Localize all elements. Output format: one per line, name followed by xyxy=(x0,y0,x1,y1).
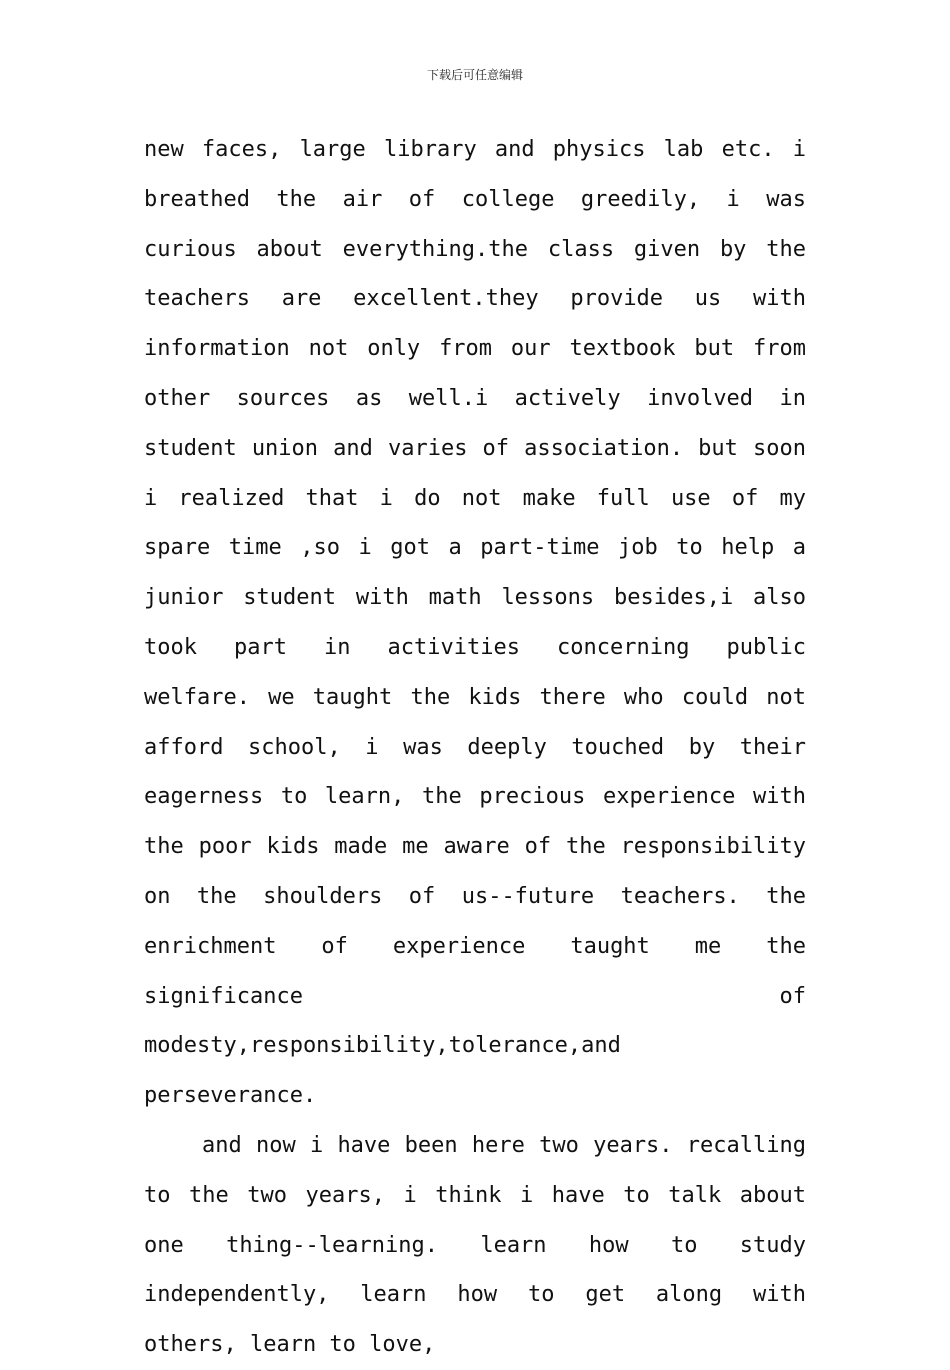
paragraph-continuation: new faces, large library and physics lab etc. i breathed the air of college greedily, i was curious about everything.the class given by the teachers are excellent.they provide us with information not only from our textbook but from other sources as well.i actively involved in student union and varies of association. but soon i realized that i do not make full use of my spare time ,so i got a part-time job to help a junior student with math lessons besides,i also took part in activities concerning public welfare. we taught the kids there who could not afford school, i was deeply touched by their eagerness to learn, the precious experience with the poor kids made me aware of the responsibility on the shoulders of us--future teachers. the enrichment of experience taught me the significance of modesty,responsibility,tolerance,and perseverance. xyxy=(144,137,806,1109)
header-note: 下载后可任意编辑 xyxy=(426,68,523,82)
paragraph-learning: and now i have been here two years. recalling to the two years, i think i have to talk about one thing--learning. learn how to study independently, learn how to get along with others, learn to love, xyxy=(144,1132,806,1358)
document-body xyxy=(144,125,806,1370)
